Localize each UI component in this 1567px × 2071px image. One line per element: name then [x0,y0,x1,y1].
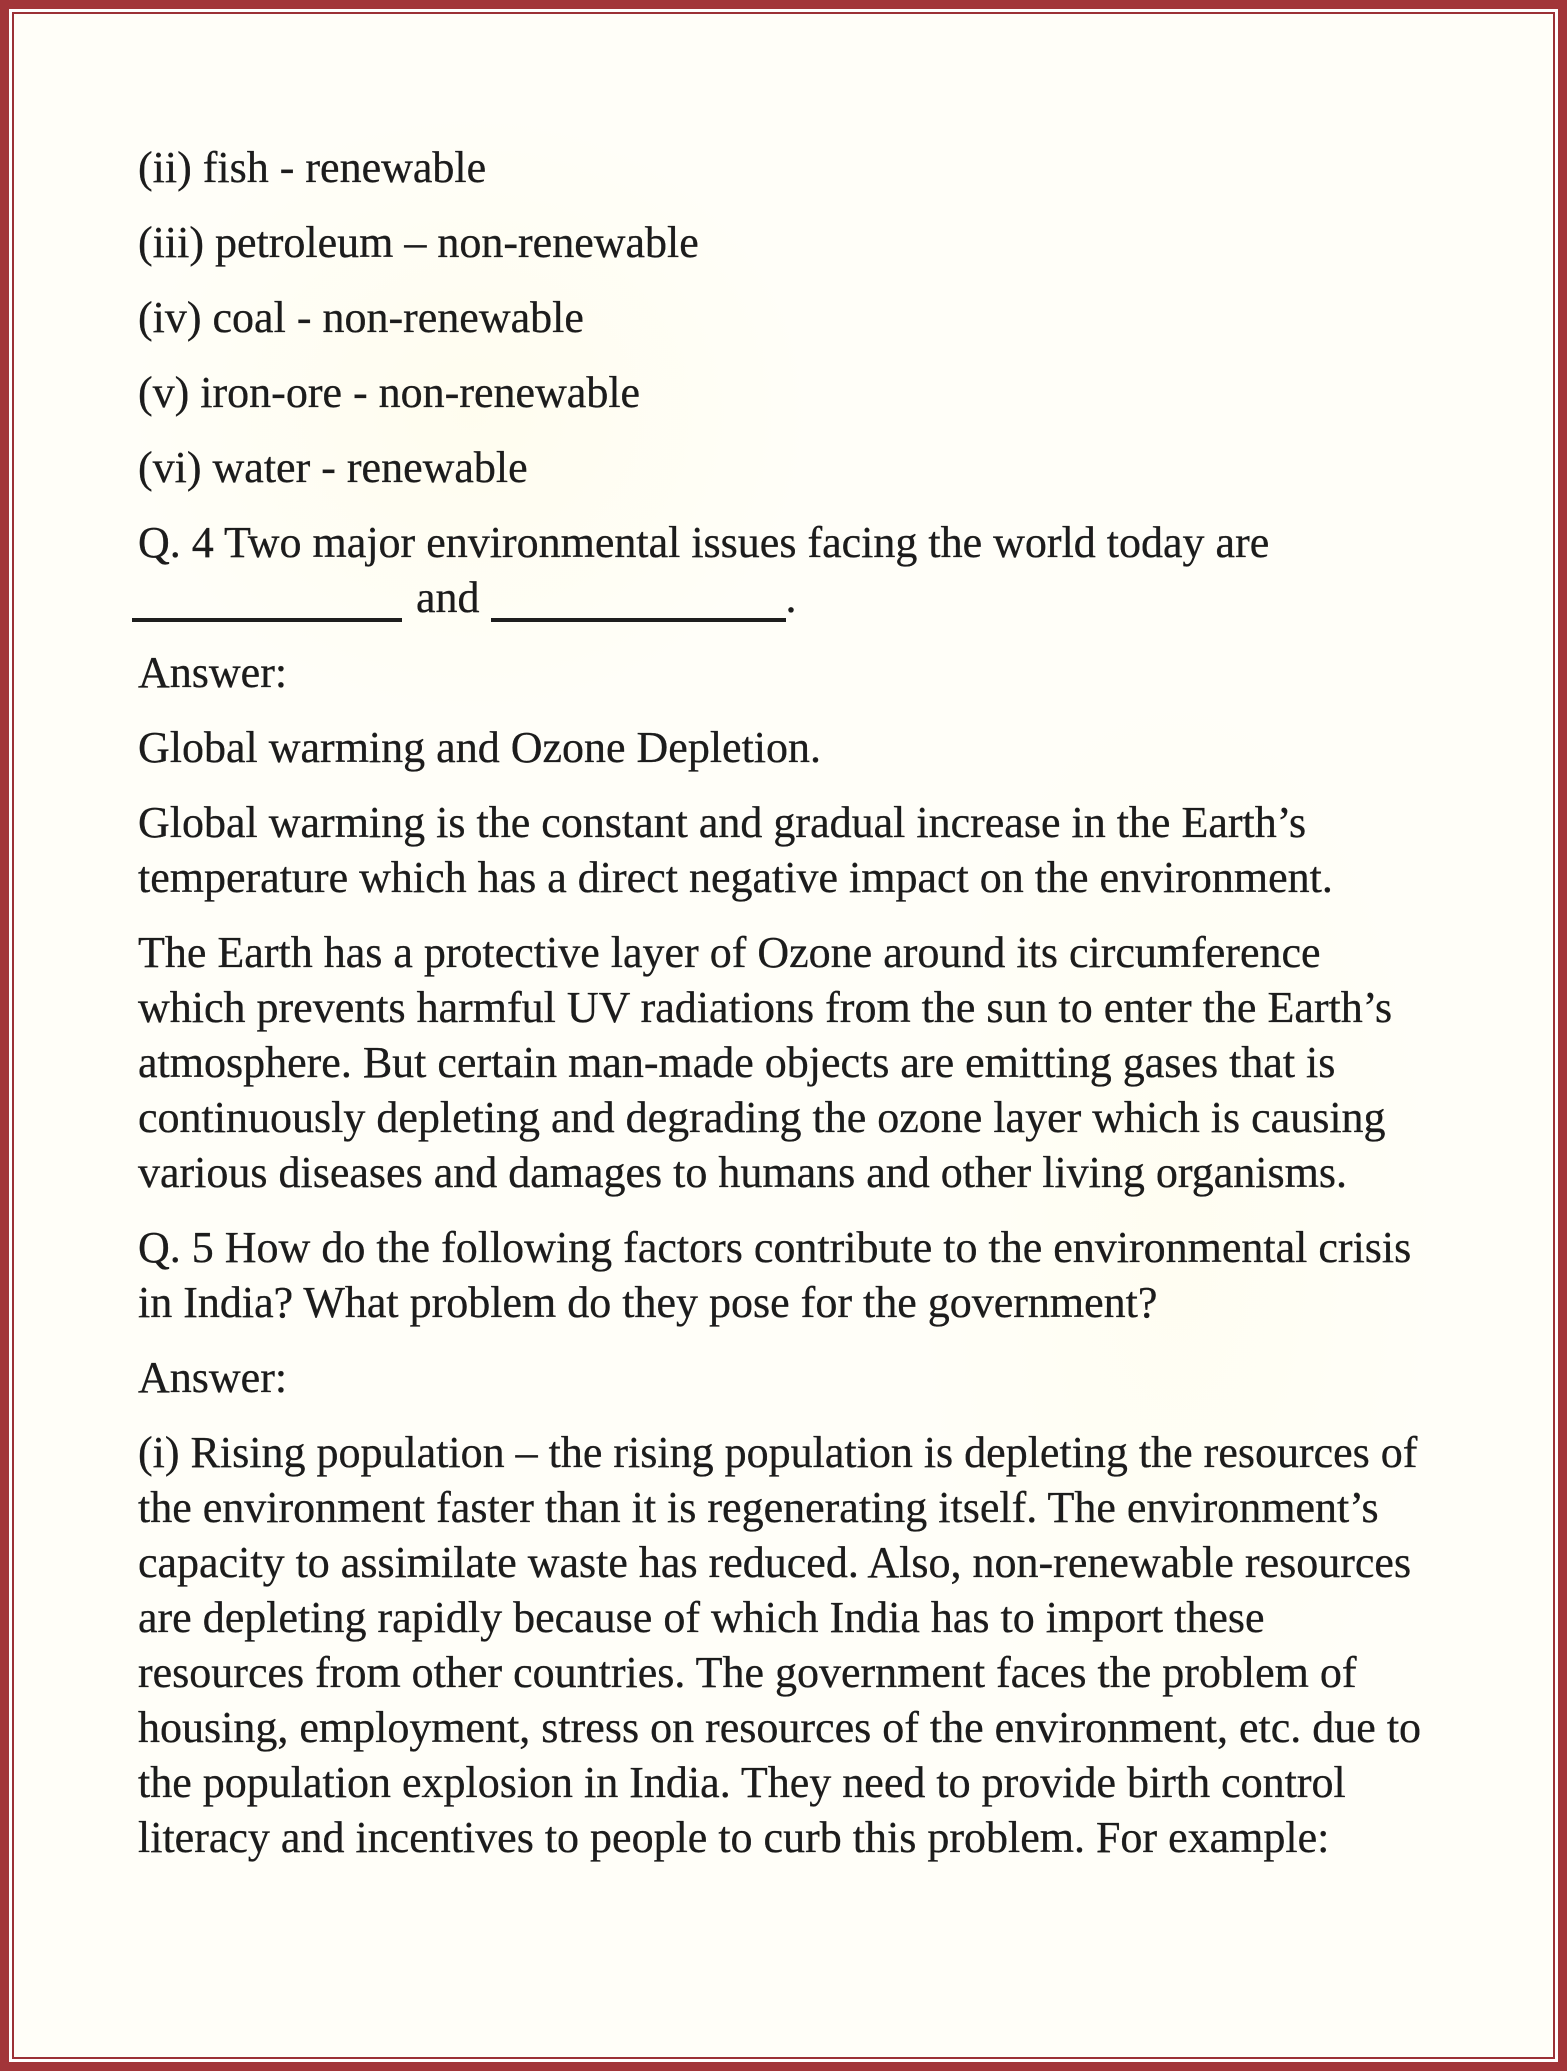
paragraph-line: Global warming is the constant and gradual increase in the Earth’s [138,798,1307,847]
question-5 [138,1220,1448,1330]
resource-item-petroleum: (iii) petroleum – non-renewable [138,218,699,267]
question-4 [138,515,1448,625]
paragraph-line: (i) Rising population – the rising population is depleting the resources of [138,1428,1418,1477]
paragraph-line: capacity to assimilate waste has reduced. Also, non-renewable resources [138,1538,1412,1587]
paragraph-line: housing, employment, stress on resources of the environment, etc. due to [138,1703,1422,1752]
answer-q5-rising-population [138,1425,1448,1865]
paragraph-line: resources from other countries. The government faces the problem of [138,1648,1357,1697]
question-4-period: . [785,573,797,622]
fill-in-blank-2 [491,592,786,622]
fill-in-blank-1 [132,592,402,622]
paragraph-line: The Earth has a protective layer of Ozone around its circumference [138,928,1321,977]
answer-label-q4: Answer: [138,648,288,697]
question-4-blanks-line [138,570,1448,625]
resource-item-coal: (iv) coal - non-renewable [138,293,584,342]
paragraph-line: continuously depleting and degrading the ozone layer which is causing [138,1093,1386,1142]
document-body [138,140,1448,1885]
resource-item-iron-ore: (v) iron-ore - non-renewable [138,368,641,417]
answer-label-q5: Answer: [138,1353,288,1402]
paragraph-line: atmosphere. But certain man-made objects are emitting gases that is [138,1038,1336,1087]
paragraph-line: the population explosion in India. They need to provide birth control [138,1758,1346,1807]
blank-connector-text: and [416,573,480,622]
paragraph-ozone-layer [138,925,1448,1200]
resource-item-fish: (ii) fish - renewable [138,143,487,192]
paragraph-line: temperature which has a direct negative impact on the environment. [138,853,1333,902]
answer-q4-short: Global warming and Ozone Depletion. [138,723,822,772]
resource-item-water: (vi) water - renewable [138,443,528,492]
question-4-text: Q. 4 Two major environmental issues facing the world today are [138,518,1270,567]
paragraph-line: various diseases and damages to humans and other living organisms. [138,1148,1347,1197]
paragraph-line: are depleting rapidly because of which India has to import these [138,1593,1265,1642]
paragraph-line: literacy and incentives to people to curb this problem. For example: [138,1813,1330,1862]
paragraph-line: which prevents harmful UV radiations from the sun to enter the Earth’s [138,983,1393,1032]
question-5-line: Q. 5 How do the following factors contribute to the environmental crisis [138,1223,1412,1272]
question-5-line: in India? What problem do they pose for the government? [138,1278,1158,1327]
paragraph-line: the environment faster than it is regenerating itself. The environment’s [138,1483,1379,1532]
paragraph-global-warming [138,795,1448,905]
